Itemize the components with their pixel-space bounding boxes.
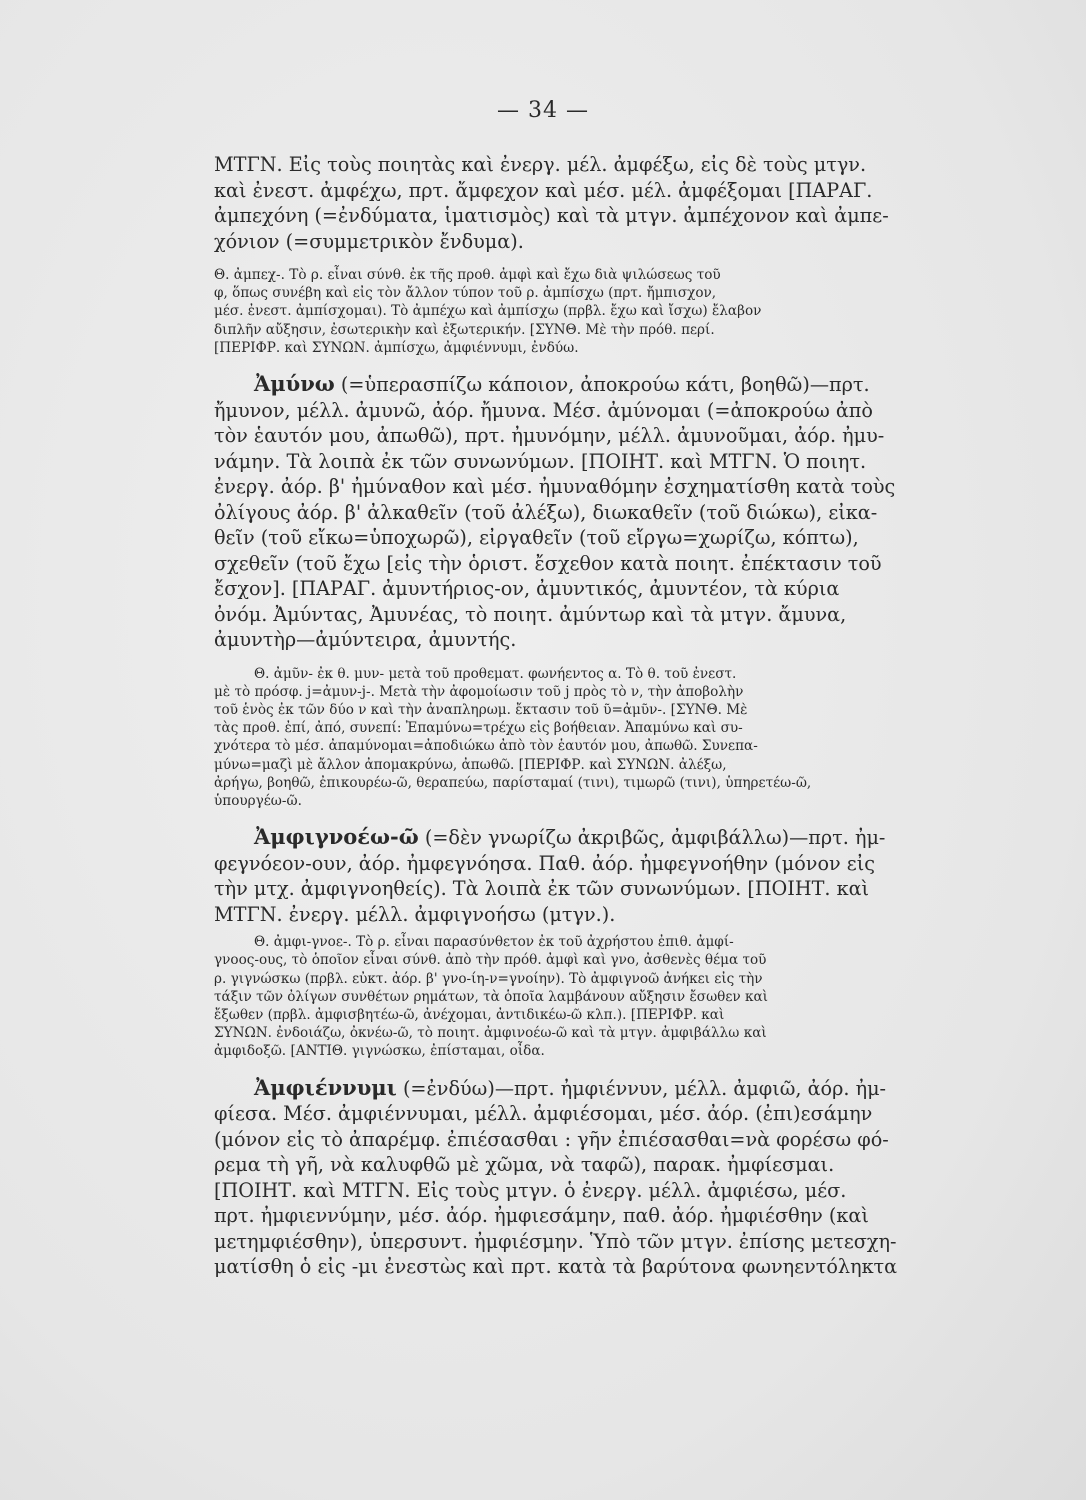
entry-amphiennymi — [214, 1075, 1060, 1280]
etymology-note: Θ. ἀμῦν- ἐκ θ. μυν- μετὰ τοῦ προθεματ. φωνήεντος α. Τὸ θ. τοῦ ἐνεστ. μὲ τὸ πρόσφ. j=ἀμυν-j-. Μετὰ τὴν ἀφομοίωσιν τοῦ j πρὸς τὸ ν, τὴν ἀποβολὴν τοῦ ἑνὸς ἐκ τῶν δύο ν καὶ τὴν ἀναπληρωμ. ἔκτασιν τοῦ ῦ=ἀμῦν-. [ΣΥΝΘ. Μὲ τὰς προθ. ἐπί, ἀπό, συνεπί: Ἐπαμύνω=τρέχω εἰς βοήθειαν. Ἀπαμύνω καὶ συ- χνότερα τὸ μέσ. ἀπαμύνομαι=ἀποδιώκω ἀπὸ τὸν ἑαυτόν μου, ἀπωθῶ. Συνεπα- μύνω=μαζὶ μὲ ἄλλον ἀπομακρύνω, ἀπωθῶ. [ΠΕΡΙΦΡ. καὶ ΣΥΝΩΝ. ἀλέξω, ἀρήγω, βοηθῶ, ἐπικουρέω-ῶ, θεραπεύω, παρίσταμαί (τινι), τιμωρῶ (τινι), ὑπηρετέω-ῶ, ὑπουργέω-ῶ. — [214, 665, 812, 809]
etymology-note: Θ. ἀμφι-γνοε-. Τὸ ρ. εἶναι παρασύνθετον ἐκ τοῦ ἀχρήστου ἐπιθ. ἀμφί- γνοος-ους, τὸ ὁποῖον εἶναι σύνθ. ἀπὸ τὴν πρόθ. ἀμφὶ καὶ γνο, ἀσθενὲς θέμα τοῦ ρ. γιγνώσκω (πρβλ. εὐκτ. ἀόρ. β' γνο-ίη-ν=γνοίην). Τὸ ἀμφιγνοῶ ἀνήκει εἰς τὴν τάξιν τῶν ὀλίγων συνθέτων ρημάτων, τὰ ὁποῖα λαμβάνουν αὔξησιν ἔσωθεν καὶ ἔξωθεν (πρβλ. ἀμφισβητέω-ῶ, ἀνέχομαι, ἀντιδικέω-ῶ κλπ.). [ΠΕΡΙΦΡ. καὶ ΣΥΝΩΝ. ἐνδοιάζω, ὀκνέω-ῶ, τὸ ποιητ. ἀμφινοέω-ῶ καὶ τὰ μτγν. ἀμφιβάλλω καὶ ἀμφιδοξῶ. [ΑΝΤΙΘ. γιγνώσκω, ἐπίσταμαι, οἶδα. — [214, 934, 768, 1060]
entry-lemma: Ἀμύνω — [254, 371, 335, 397]
page-number: — 34 — — [497, 98, 589, 123]
entry-continuation — [214, 152, 1060, 357]
entry-body: Ἀμφιγνοέω-ῶ (=δὲν γνωρίζω ἀκριβῶς, ἀμφιβάλλω)—πρτ. ἠμ- φεγνόεον-ουν, ἀόρ. ἠμφεγνόησα. Παθ. ἀόρ. ἠμφεγνοήθην (μόνον εἰς τὴν μτχ. ἀμφιγνοηθείς). Τὰ λοιπὰ ἐκ τῶν συνωνύμων. [ΠΟΙΗΤ. καὶ ΜΤΓΝ. ἐνεργ. μέλλ. ἀμφιγνοήσω (μτγν.). — [214, 824, 886, 926]
entry-amphignoeo — [214, 824, 1060, 1060]
entry-lemma: Ἀμφιέννυμι — [254, 1074, 397, 1100]
entry-lemma: Ἀμφιγνοέω-ῶ — [254, 824, 419, 850]
entry-amyno — [214, 371, 1060, 810]
entry-body: Ἀμύνω (=ὑπερασπίζω κάποιον, ἀποκρούω κάτι, βοηθῶ)—πρτ. ἤμυνον, μέλλ. ἀμυνῶ, ἀόρ. ἤμυνα. Μέσ. ἀμύνομαι (=ἀποκρούω ἀπὸ τὸν ἑαυτόν μου, ἀπωθῶ), πρτ. ἠμυνόμην, μέλλ. ἀμυνοῦμαι, ἀόρ. ἠμυ- νάμην. Τὰ λοιπὰ ἐκ τῶν συνωνύμων. [ΠΟΙΗΤ. καὶ ΜΤΓΝ. Ὁ ποιητ. ἐνεργ. ἀόρ. β' ἠμύναθον καὶ μέσ. ἠμυναθόμην ἐσχηματίσθη κατὰ τοὺς ὀλίγους ἀόρ. β' ἀλκαθεῖν (τοῦ ἀλέξω), διωκαθεῖν (τοῦ διώκω), εἰκα- θεῖν (τοῦ εἴκω=ὑποχωρῶ), εἰργαθεῖν (τοῦ εἴργω=χωρίζω, κόπτω), σχεθεῖν (τοῦ ἔχω [εἰς τὴν ὁριστ. ἔσχεθον κατὰ ποιητ. ἐπέκτασιν τοῦ ἔσχον]. [ΠΑΡΑΓ. ἀμυντήριος-ον, ἀμυντικός, ἀμυντέον, τὰ κύρια ὀνόμ. Ἀμύντας, Ἀμυνέας, τὸ ποιητ. ἀμύντωρ καὶ τὰ μτγν. ἄμυνα, ἀμυντὴρ—ἀμύντειρα, ἀμυντής. — [214, 371, 896, 652]
etymology-note: Θ. ἀμπεχ-. Τὸ ρ. εἶναι σύνθ. ἐκ τῆς προθ. ἀμφὶ καὶ ἔχω διὰ ψιλώσεως τοῦ φ, ὅπως συνέβη καὶ εἰς τὸν ἄλλον τύπον τοῦ ρ. ἀμπίσχω (πρτ. ἤμπισχον, μέσ. ἐνεστ. ἀμπίσχομαι). Τὸ ἀμπέχω καὶ ἀμπίσχω (πρβλ. ἔχω καὶ ἴσχω) ἔλαβον διπλῆν αὔξησιν, ἐσωτερικὴν καὶ ἐξωτερικήν. [ΣΥΝΘ. Μὲ τὴν πρόθ. περί. [ΠΕΡΙΦΡ. καὶ ΣΥΝΩΝ. ἀμπίσχω, ἀμφιέννυμι, ἐνδύω. — [214, 267, 762, 356]
entry-body: ΜΤΓΝ. Εἰς τοὺς ποιητὰς καὶ ἐνεργ. μέλ. ἀμφέξω, εἰς δὲ τοὺς μτγν. καὶ ἐνεστ. ἀμφέχω, πρτ. ἄμφεχον καὶ μέσ. μέλ. ἀμφέξομαι [ΠΑΡΑΓ. ἀμπεχόνη (=ἐνδύματα, ἱματισμὸς) καὶ τὰ μτγν. ἀμπέχονον καὶ ἀμπε- χόνιον (=συμμετρικὸν ἔνδυμα). — [214, 153, 889, 253]
entry-body: Ἀμφιέννυμι (=ἐνδύω)—πρτ. ἠμφιέννυν, μέλλ. ἀμφιῶ, ἀόρ. ἠμ- φίεσα. Μέσ. ἀμφιέννυμαι, μέλλ. ἀμφιέσομαι, μέσ. ἀόρ. (ἐπι)εσάμην (μόνον εἰς τὸ ἀπαρέμφ. ἐπιέσασθαι : γῆν ἐπιέσασθαι=νὰ φορέσω φό- ρεμα τὴ γῆ, νὰ καλυφθῶ μὲ χῶμα, νὰ ταφῶ), παρακ. ἠμφίεσμαι. [ΠΟΙΗΤ. καὶ ΜΤΓΝ. Εἰς τοὺς μτγν. ὁ ἐνεργ. μέλλ. ἀμφιέσω, μέσ. πρτ. ἠμφιεννύμην, μέσ. ἀόρ. ἠμφιεσάμην, παθ. ἀόρ. ἠμφιέσθην (καὶ μετημφιέσθην), ὑπερσυντ. ἠμφιέσμην. Ὑπὸ τῶν μτγν. ἐπίσης μετεσχη- ματίσθη ὁ εἰς -μι ἐνεστὼς καὶ πρτ. κατὰ τὰ βαρύτονα φωνηεντόληκτα — [214, 1074, 898, 1279]
dictionary-text — [214, 152, 1060, 1280]
